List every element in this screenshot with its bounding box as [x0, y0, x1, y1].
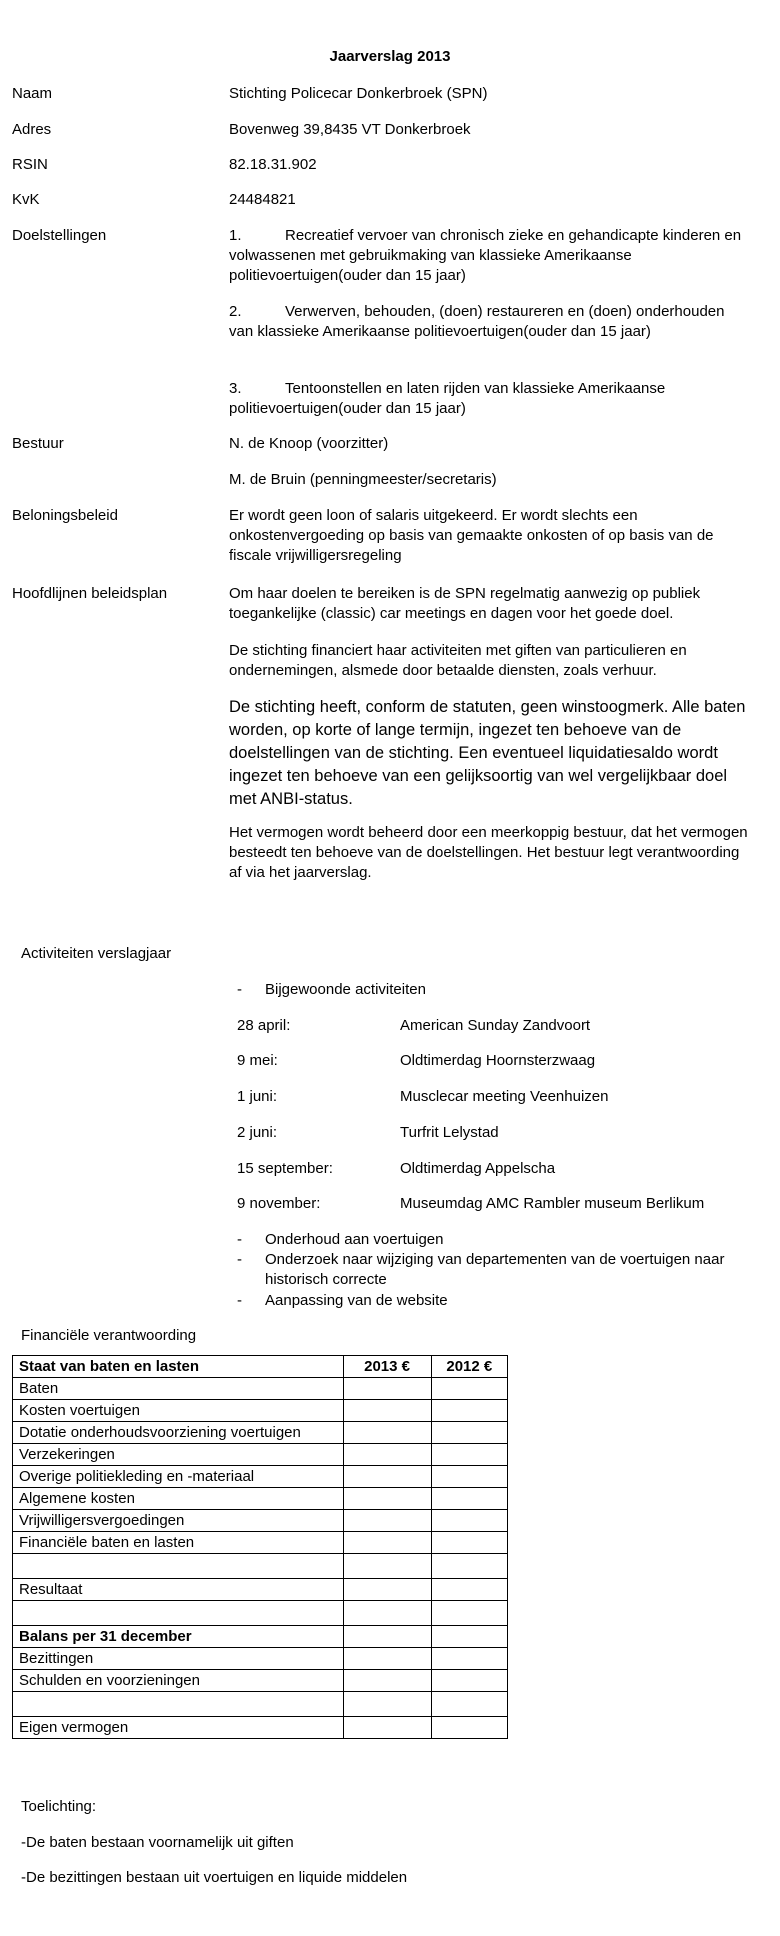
info-value-naam: Stichting Policecar Donkerbroek (SPN) [229, 85, 488, 102]
list-item: Onderhoud aan voertuigen [265, 1231, 444, 1248]
table-row [13, 1466, 508, 1488]
row-label: Resultaat [13, 1579, 344, 1601]
cell-2012 [431, 1488, 507, 1510]
row-label: Vrijwilligersvergoedingen [13, 1510, 344, 1532]
bestuur-member: N. de Knoop (voorzitter) [229, 435, 389, 452]
cell-2013 [343, 1579, 431, 1601]
event-name: American Sunday Zandvoort [400, 1017, 591, 1034]
table-row [13, 1648, 508, 1670]
bestuur-member: M. de Bruin (penningmeester/secretaris) [229, 471, 497, 488]
doelstelling-number: 3. [229, 380, 242, 397]
doelstelling-text: Recreatief vervoer van chronisch zieke en gehandicapte kinderen en volwassenen met gebruikmaking van klassieke Amerikaanse politievoertuigen(ouder dan 15 jaar) [229, 227, 742, 284]
cell-2013 [343, 1601, 431, 1626]
cell-2013 [343, 1444, 431, 1466]
row-label: Overige politiekleding en -materiaal [13, 1466, 344, 1488]
cell-2012 [431, 1510, 507, 1532]
row-label: Kosten voertuigen [13, 1400, 344, 1422]
cell-2013 [343, 1554, 431, 1579]
cell-2012 [431, 1466, 507, 1488]
event-name: Museumdag AMC Rambler museum Berlikum [400, 1195, 705, 1212]
row-label: Algemene kosten [13, 1488, 344, 1510]
cell-2012 [431, 1444, 507, 1466]
table-row [13, 1400, 508, 1422]
beleidsplan-paragraph: Om haar doelen te bereiken is de SPN regelmatig aanwezig op publiek toegankelijke (classic) car meetings en dagen voor het goede doel. [229, 585, 701, 622]
toelichting-line: -De bezittingen bestaan uit voertuigen en liquide middelen [21, 1869, 408, 1886]
event-date: 28 april: [237, 1017, 291, 1034]
info-value-kvk: 24484821 [229, 191, 296, 208]
event-date: 9 november: [237, 1195, 321, 1212]
table-row [13, 1692, 508, 1717]
table-row [13, 1579, 508, 1601]
row-label: Eigen vermogen [13, 1717, 344, 1739]
doelstelling-item [229, 302, 749, 342]
info-label-rsin: RSIN [12, 156, 48, 173]
cell-2012 [431, 1717, 507, 1739]
info-label-adres: Adres [12, 121, 52, 138]
cell-2013 [343, 1422, 431, 1444]
activiteiten-heading: Activiteiten verslagjaar [21, 945, 172, 962]
row-label: Schulden en voorzieningen [13, 1670, 344, 1692]
list-item: Aanpassing van de website [265, 1292, 448, 1309]
info-label-naam: Naam [12, 85, 53, 102]
cell-2012 [431, 1670, 507, 1692]
cell-2013 [343, 1510, 431, 1532]
row-label: Dotatie onderhoudsvoorziening voertuigen [13, 1422, 344, 1444]
info-value-rsin: 82.18.31.902 [229, 156, 317, 173]
cell-2013 [343, 1488, 431, 1510]
table-row [13, 1510, 508, 1532]
info-label-kvk: KvK [12, 191, 40, 208]
table-header-row [13, 1356, 508, 1378]
row-label: Verzekeringen [13, 1444, 344, 1466]
list-item: Onderzoek naar wijziging van departementen van de voertuigen naar historisch correcte [265, 1251, 725, 1288]
table-row [13, 1670, 508, 1692]
cell-2013 [343, 1532, 431, 1554]
event-name: Oldtimerdag Hoornsterzwaag [400, 1052, 596, 1069]
cell-2012 [431, 1626, 507, 1648]
beleidsplan-paragraph: De stichting heeft, conform de statuten, geen winstoogmerk. Alle baten worden, op korte of lange termijn, ingezet ten behoeve van de doelstellingen van de stichting. Een eventueel liquidatiesaldo wordt ingezet ten behoeve van een gelijksoortig van wel vergelijkbaar doel met ANBI-status. [229, 698, 746, 808]
row-label: Financiële baten en lasten [13, 1532, 344, 1554]
table-row [13, 1444, 508, 1466]
doelstellingen-label: Doelstellingen [12, 227, 107, 244]
doelstelling-number: 1. [229, 227, 242, 244]
cell-2012 [431, 1422, 507, 1444]
event-date: 15 september: [237, 1160, 333, 1177]
row-label [13, 1692, 344, 1717]
doelstelling-number: 2. [229, 303, 242, 320]
doelstelling-item [229, 379, 749, 419]
table-row [13, 1488, 508, 1510]
event-name: Turfrit Lelystad [400, 1124, 499, 1141]
list-dash: - [237, 981, 242, 998]
cell-2012 [431, 1554, 507, 1579]
toelichting-heading: Toelichting: [21, 1798, 97, 1815]
cell-2012 [431, 1378, 507, 1400]
cell-2013 [343, 1466, 431, 1488]
table-row [13, 1422, 508, 1444]
table-row [13, 1378, 508, 1400]
event-name: Oldtimerdag Appelscha [400, 1160, 556, 1177]
cell-2013 [343, 1648, 431, 1670]
table-row [13, 1554, 508, 1579]
cell-2012 [431, 1601, 507, 1626]
financieel-heading: Financiële verantwoording [21, 1327, 197, 1344]
table-row [13, 1601, 508, 1626]
cell-2013 [343, 1626, 431, 1648]
toelichting-line: -De baten bestaan voornamelijk uit giften [21, 1834, 294, 1851]
cell-2012 [431, 1532, 507, 1554]
beleidsplan-paragraph: Het vermogen wordt beheerd door een meerkoppig bestuur, dat het vermogen besteedt ten behoeve van de doelstellingen. Het bestuur legt verantwoording af via het jaarverslag. [229, 824, 748, 881]
cell-2013 [343, 1378, 431, 1400]
cell-2013 [343, 1400, 431, 1422]
row-label: Balans per 31 december [13, 1626, 344, 1648]
table-header-cell: 2013 € [343, 1356, 431, 1378]
beleidsplan-label: Hoofdlijnen beleidsplan [12, 585, 168, 602]
bijgewoond-label: Bijgewoonde activiteiten [265, 981, 426, 998]
row-label [13, 1601, 344, 1626]
doelstelling-text: Verwerven, behouden, (doen) restaureren en (doen) onderhouden van klassieke Amerikaanse politievoertuigen(ouder dan 15 jaar) [229, 303, 725, 340]
cell-2012 [431, 1692, 507, 1717]
doelstelling-item [229, 226, 749, 286]
row-label: Bezittingen [13, 1648, 344, 1670]
list-dash: - [237, 1251, 242, 1268]
page-title: Jaarverslag 2013 [329, 48, 451, 65]
list-dash: - [237, 1292, 242, 1309]
table-header-cell: Staat van baten en lasten [13, 1356, 344, 1378]
doelstelling-text: Tentoonstellen en laten rijden van klassieke Amerikaanse politievoertuigen(ouder dan 15 jaar) [229, 380, 666, 417]
event-date: 1 juni: [237, 1088, 278, 1105]
cell-2013 [343, 1670, 431, 1692]
beloningsbeleid-text: Er wordt geen loon of salaris uitgekeerd. Er wordt slechts een onkostenvergoeding op basis van gemaakte onkosten of op basis van de fiscale vrijwilligersregeling [229, 507, 714, 564]
cell-2013 [343, 1692, 431, 1717]
table-row [13, 1626, 508, 1648]
event-name: Musclecar meeting Veenhuizen [400, 1088, 609, 1105]
financial-table [12, 1355, 508, 1739]
event-date: 9 mei: [237, 1052, 278, 1069]
table-row [13, 1717, 508, 1739]
table-header-cell: 2012 € [431, 1356, 507, 1378]
list-dash: - [237, 1231, 242, 1248]
info-value-adres: Bovenweg 39,8435 VT Donkerbroek [229, 121, 471, 138]
row-label: Baten [13, 1378, 344, 1400]
cell-2012 [431, 1400, 507, 1422]
beloningsbeleid-label: Beloningsbeleid [12, 507, 118, 524]
bestuur-label: Bestuur [12, 435, 64, 452]
table-row [13, 1532, 508, 1554]
cell-2012 [431, 1579, 507, 1601]
beleidsplan-paragraph: De stichting financiert haar activiteiten met giften van particulieren en ondernemingen, alsmede door betaalde diensten, zoals verhuur. [229, 642, 687, 679]
event-date: 2 juni: [237, 1124, 278, 1141]
cell-2012 [431, 1648, 507, 1670]
row-label [13, 1554, 344, 1579]
cell-2013 [343, 1717, 431, 1739]
